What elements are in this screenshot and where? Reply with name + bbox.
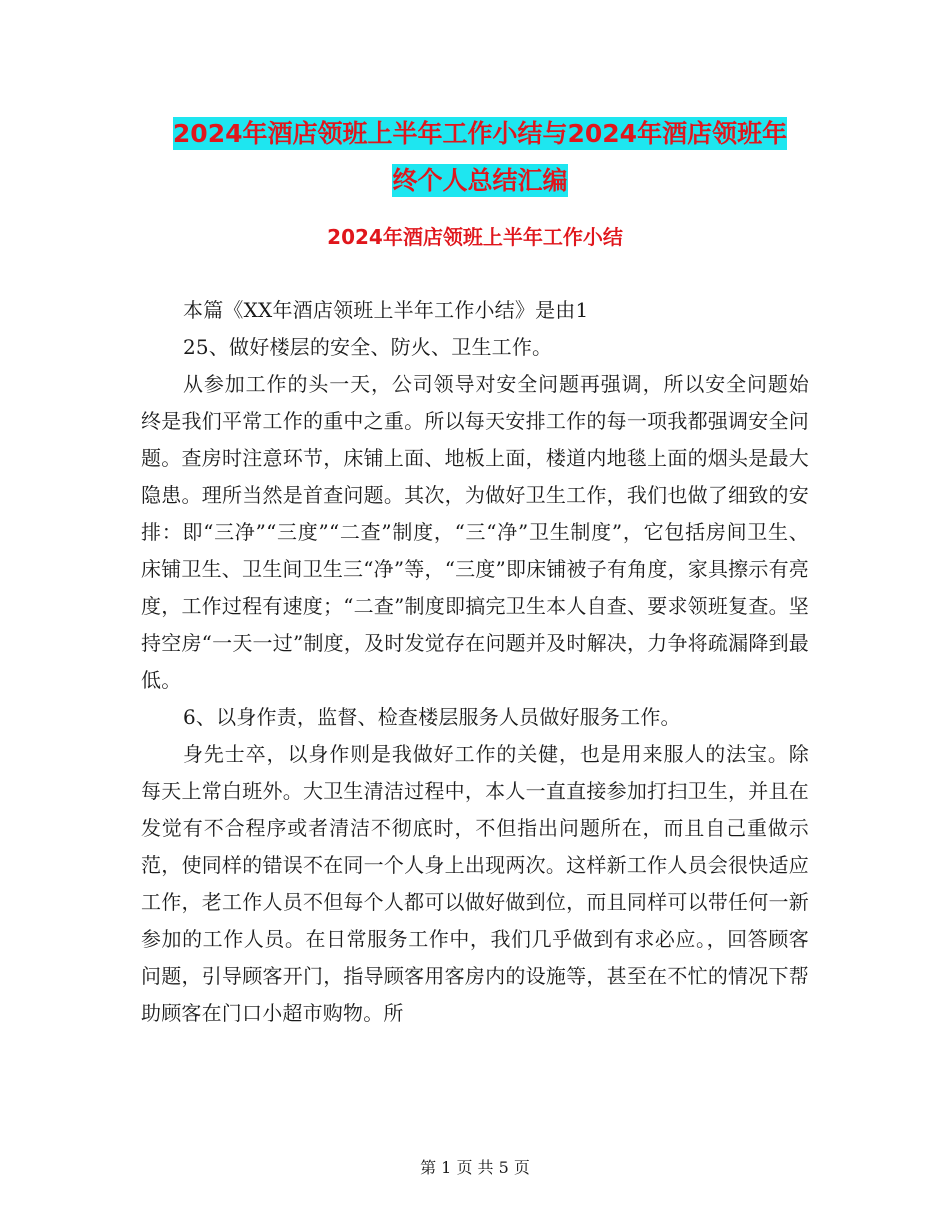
paragraph-item-5-heading: 25、做好楼层的安全、防火、卫生工作。: [183, 335, 553, 359]
page-footer: 第 1 页 共 5 页: [420, 1158, 530, 1177]
section-title: 2024年酒店领班上半年工作小结: [327, 225, 623, 249]
document-title-line2: 终个人总结汇编: [392, 166, 568, 195]
document-body: [141, 292, 809, 1032]
paragraph-safety-hygiene: 从参加工作的头一天，公司领导对安全问题再强调，所以安全问题始终是我们平常工作的重中之重。所以每天安排工作的每一项我都强调安全问题。查房时注意环节，床铺上面、地板上面，楼道内地毯上面的烟头是最大隐患。理所当然是首查问题。其次，为做好卫生工作，我们也做了细致的安排：即“三净”“三度”“二查”制度，“三“净”卫生制度”，它包括房间卫生、床铺卫生、卫生间卫生三“净”等，“三度”即床铺被子有角度，家具擦示有亮度，工作过程有速度；“二查”制度即搞完卫生本人自查、要求领班复查。坚持空房“一天一过”制度，及时发觉存在问题并及时解决，力争将疏漏降到最低。: [141, 372, 809, 692]
paragraph-item-6-heading: 6、以身作责，监督、检查楼层服务人员做好服务工作。: [183, 705, 681, 729]
paragraph-lead-by-example: 身先士卒，以身作则是我做好工作的关健，也是用来服人的法宝。除每天上常白班外。大卫生清洁过程中，本人一直直接参加打扫卫生，并且在发觉有不合程序或者清洁不彻底时，不但指出问题所在，而且自己重做示范，使同样的错误不在同一个人身上出现两次。这样新工作人员会很快适应工作，老工作人员不但每个人都可以做好做到位，而且同样可以带任何一新参加的工作人员。在日常服务工作中，我们几乎做到有求必应。，回答顾客问题，引导顾客开门，指导顾客用客房内的设施等，甚至在不忙的情况下帮助顾客在门口小超市购物。所: [141, 742, 809, 1025]
paragraph-intro: 本篇《XX年酒店领班上半年工作小结》是由1: [183, 298, 589, 322]
document-title-line1: 2024年酒店领班上半年工作小结与2024年酒店领班年: [172, 119, 788, 148]
document-title: [140, 110, 820, 204]
